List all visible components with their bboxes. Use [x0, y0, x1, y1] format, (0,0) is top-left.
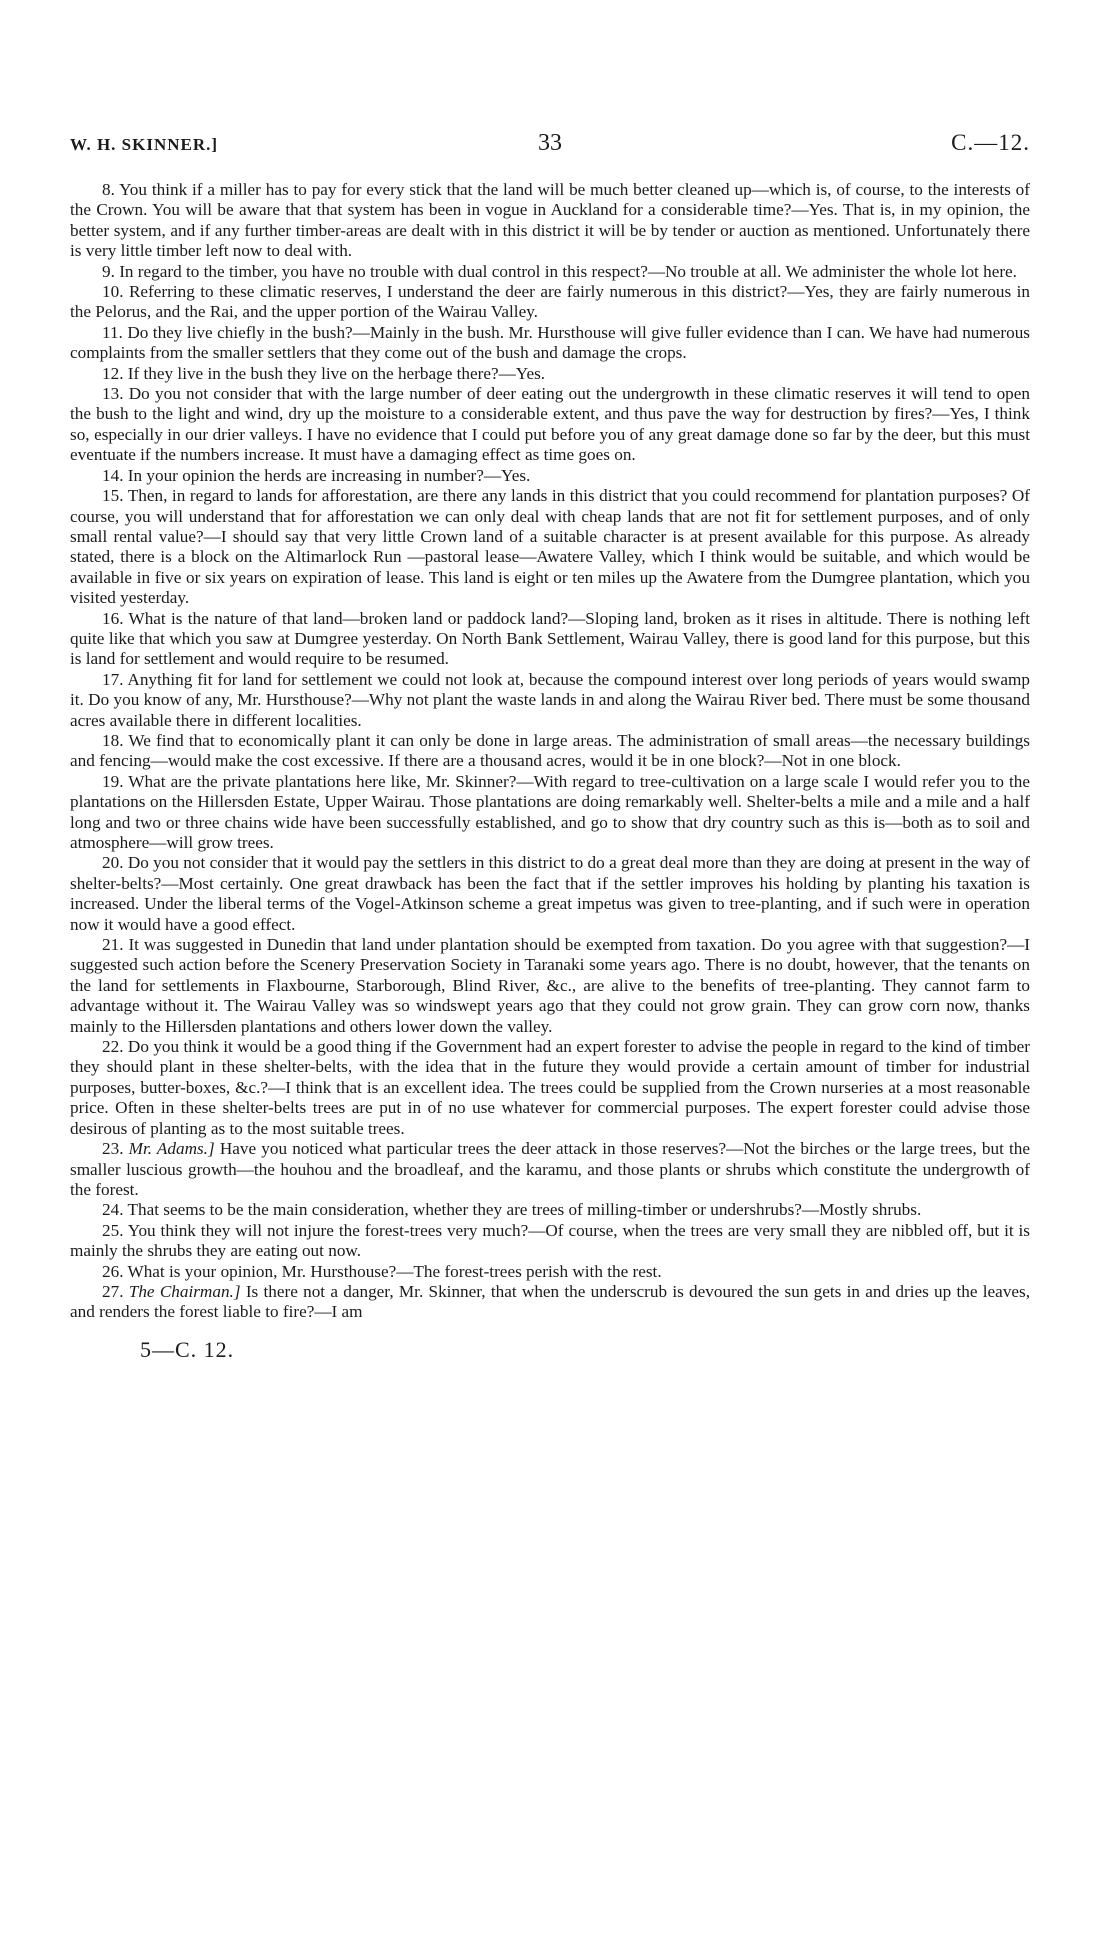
question-number: 27. — [102, 1281, 124, 1301]
question-number: 21. — [102, 935, 124, 955]
question-number: 16. — [102, 608, 124, 628]
document-reference: C.—12. — [951, 130, 1030, 155]
question-paragraph — [70, 731, 1030, 772]
question-text: Then, in regard to lands for afforestation, are there any lands in this district that you could recommend for plantation purposes? Of course, you will understand that for afforestation we can only deal with cheap lands that are not fit for settlement purposes, and of only small rental value?—I should say that very little Crown land of a suitable character is at present available for this purpose. As already stated, there is a block on the Altimarlock Run —pastoral lease—Awatere Valley, which I think would be suitable, and which would be available in five or six years on expiration of lease. This land is eight or ten miles up the Awatere from the Dumgree plantation, which you visited yesterday. — [70, 486, 1030, 608]
question-paragraph — [70, 180, 1030, 262]
question-text: What are the private plantations here like, Mr. Skinner?—With regard to tree-cultivation on a large scale I would refer you to the plantations on the Hillersden Estate, Upper Wairau. Those plantations are doing remarkably well. Shelter-belts a mile and a mile and a half long and two or three chains wide have been successfully established, and go to show that dry country such as this is—both as to soil and atmosphere—will grow trees. — [70, 771, 1030, 852]
question-number: 17. — [102, 669, 124, 689]
question-number: 25. — [102, 1220, 124, 1240]
question-paragraph — [70, 1262, 1030, 1282]
question-paragraph — [70, 364, 1030, 384]
question-paragraph — [70, 282, 1030, 323]
question-paragraph — [70, 670, 1030, 731]
question-number: 8. — [102, 180, 115, 199]
question-text: Do you not consider that it would pay the settlers in this district to do a great deal more than they are doing at present in the way of shelter-belts?—Most certainly. One great drawback has been the fact that if the settler improves his holding by planting his taxation is increased. Under the liberal terms of the Vogel-Atkinson scheme a great impetus was given to tree-planting, and if such were in operation now it would have a good effect. — [70, 853, 1030, 934]
question-text: It was suggested in Dunedin that land under plantation should be exempted from taxation. Do you agree with that suggestion?—I suggested such action before the Scenery Preservation Society in Taranaki some years ago. There is no doubt, however, that the tenants on the land for settlements in Flaxbourne, Starborough, Blind River, &c., are alive to the benefits of tree-planting. They cannot farm to advantage without it. The Wairau Valley was so windswept years ago that they could not grow grain. They can grow corn now, thanks mainly to the Hillersden plantations and others lower down the valley. — [70, 935, 1030, 1036]
question-number: 26. — [102, 1261, 124, 1281]
question-text: Do you not consider that with the large number of deer eating out the undergrowth in these climatic reserves it will tend to open the bush to the light and wind, dry up the moisture to a considerable extent, and thus pave the way for destruction by fires?—Yes, I think so, especially in our drier valleys. I have no evidence that I could put before you of any great damage done so far by the deer, but this must eventuate if the numbers increase. It must have a damaging effect as time goes on. — [70, 384, 1030, 465]
question-text: Do they live chiefly in the bush?—Mainly in the bush. Mr. Hursthouse will give fuller evidence than I can. We have had numerous complaints from the smaller settlers that they come out of the bush and damage the crops. — [70, 322, 1030, 363]
question-text: Do you think it would be a good thing if the Government had an expert forester to advise the people in regard to the kind of timber they should plant in these shelter-belts, with the idea that in the future they would provide a certain amount of timber for industrial purposes, butter-boxes, &c.?—I think that is an excellent idea. The trees could be supplied from the Crown nurseries at a most reasonable price. Often in these shelter-belts trees are put in of no use whatever for commercial purposes. The expert forester could advise those desirous of planting as to the most suitable trees. — [70, 1037, 1031, 1138]
question-number: 22. — [102, 1037, 124, 1057]
testimony-body — [70, 180, 1030, 1323]
question-number: 10. — [102, 282, 124, 302]
question-number: 14. — [102, 465, 124, 485]
question-paragraph — [70, 853, 1030, 935]
question-number: 11. — [102, 322, 123, 342]
question-number: 12. — [102, 363, 124, 383]
question-paragraph — [70, 1282, 1030, 1323]
question-number: 23. — [102, 1139, 124, 1159]
question-number: 19. — [102, 771, 124, 791]
question-text: In your opinion the herds are increasing in number?—Yes. — [127, 465, 531, 485]
document-page — [70, 130, 1030, 1363]
question-text: You think if a miller has to pay for every stick that the land will be much better cleaned up—which is, of course, to the interests of the Crown. You will be aware that that system has been in vogue in Auckland for a considerable time?—Yes. That is, in my opinion, the better system, and if any further timber-areas are dealt with in this district it will be by tender or auction as mentioned. Unfortunately there is very little timber left now to deal with. — [70, 180, 1030, 261]
question-paragraph — [70, 384, 1030, 466]
question-paragraph — [70, 323, 1030, 364]
question-number: 18. — [102, 730, 124, 750]
question-number: 24. — [102, 1200, 124, 1220]
signature-mark: 5—C. 12. — [140, 1336, 235, 1362]
page-number: 33 — [538, 130, 562, 156]
question-text: You think they will not injure the forest-trees very much?—Of course, when the trees are very small they are nibbled off, but it is mainly the shrubs they are eating out now. — [70, 1220, 1030, 1261]
question-number: 9. — [102, 261, 115, 281]
question-paragraph — [70, 486, 1030, 608]
question-text: Have you noticed what particular trees the deer attack in those reserves?—Not the birches or the large trees, but the smaller luscious growth—the houhou and the broadleaf, and the karamu, and those plants or shrubs which constitute the undergrowth of the forest. — [70, 1139, 1031, 1199]
question-paragraph — [70, 1200, 1030, 1220]
speaker-label: Mr. Adams.] — [128, 1139, 215, 1159]
question-text: That seems to be the main consideration, whether they are trees of milling-timber or undershrubs?—Mostly shrubs. — [127, 1200, 922, 1220]
question-text: What is your opinion, Mr. Hursthouse?—The forest-trees perish with the rest. — [127, 1261, 662, 1281]
question-paragraph — [70, 609, 1030, 670]
question-paragraph — [70, 935, 1030, 1037]
question-paragraph — [70, 1221, 1030, 1262]
question-paragraph — [70, 1139, 1030, 1200]
question-text: Referring to these climatic reserves, I understand the deer are fairly numerous in this district?—Yes, they are fairly numerous in the Pelorus, and the Rai, and the upper portion of the Wairau Valley. — [70, 282, 1030, 322]
question-paragraph — [70, 772, 1030, 854]
speaker-label: The Chairman.] — [128, 1281, 241, 1301]
question-text: Is there not a danger, Mr. Skinner, that when the underscrub is devoured the sun gets in and dries up the leaves, and renders the forest liable to fire?—I am — [70, 1281, 1031, 1322]
question-number: 13. — [102, 384, 124, 404]
question-text: If they live in the bush they live on the herbage there?—Yes. — [127, 363, 546, 383]
question-text: In regard to the timber, you have no trouble with dual control in this respect?—No trouble at all. We administer the whole lot here. — [119, 261, 1017, 281]
question-paragraph — [70, 466, 1030, 486]
question-number: 15. — [102, 486, 124, 506]
question-paragraph — [70, 262, 1030, 282]
question-text: What is the nature of that land—broken land or paddock land?—Sloping land, broken as it rises in altitude. There is nothing left quite like that which you saw at Dumgree yesterday. On North Bank Settlement, Wairau Valley, there is good land for this purpose, but this is land for settlement and would require to be resumed. — [70, 608, 1030, 669]
question-paragraph — [70, 1037, 1030, 1139]
question-number: 20. — [102, 853, 124, 873]
question-text: We find that to economically plant it can only be done in large areas. The administration of small areas—the necessary buildings and fencing—would make the cost excessive. If there are a thousand acres, would it be in one block?—Not in one block. — [70, 730, 1030, 771]
question-text: Anything fit for land for settlement we could not look at, because the compound interest over long periods of years would swamp it. Do you know of any, Mr. Hursthouse?—Why not plant the waste lands in and along the Wairau River bed. There must be some thousand acres available there in different localities. — [70, 669, 1030, 730]
page-header — [70, 130, 1030, 170]
header-witness-name: W. H. SKINNER.] — [70, 135, 219, 154]
